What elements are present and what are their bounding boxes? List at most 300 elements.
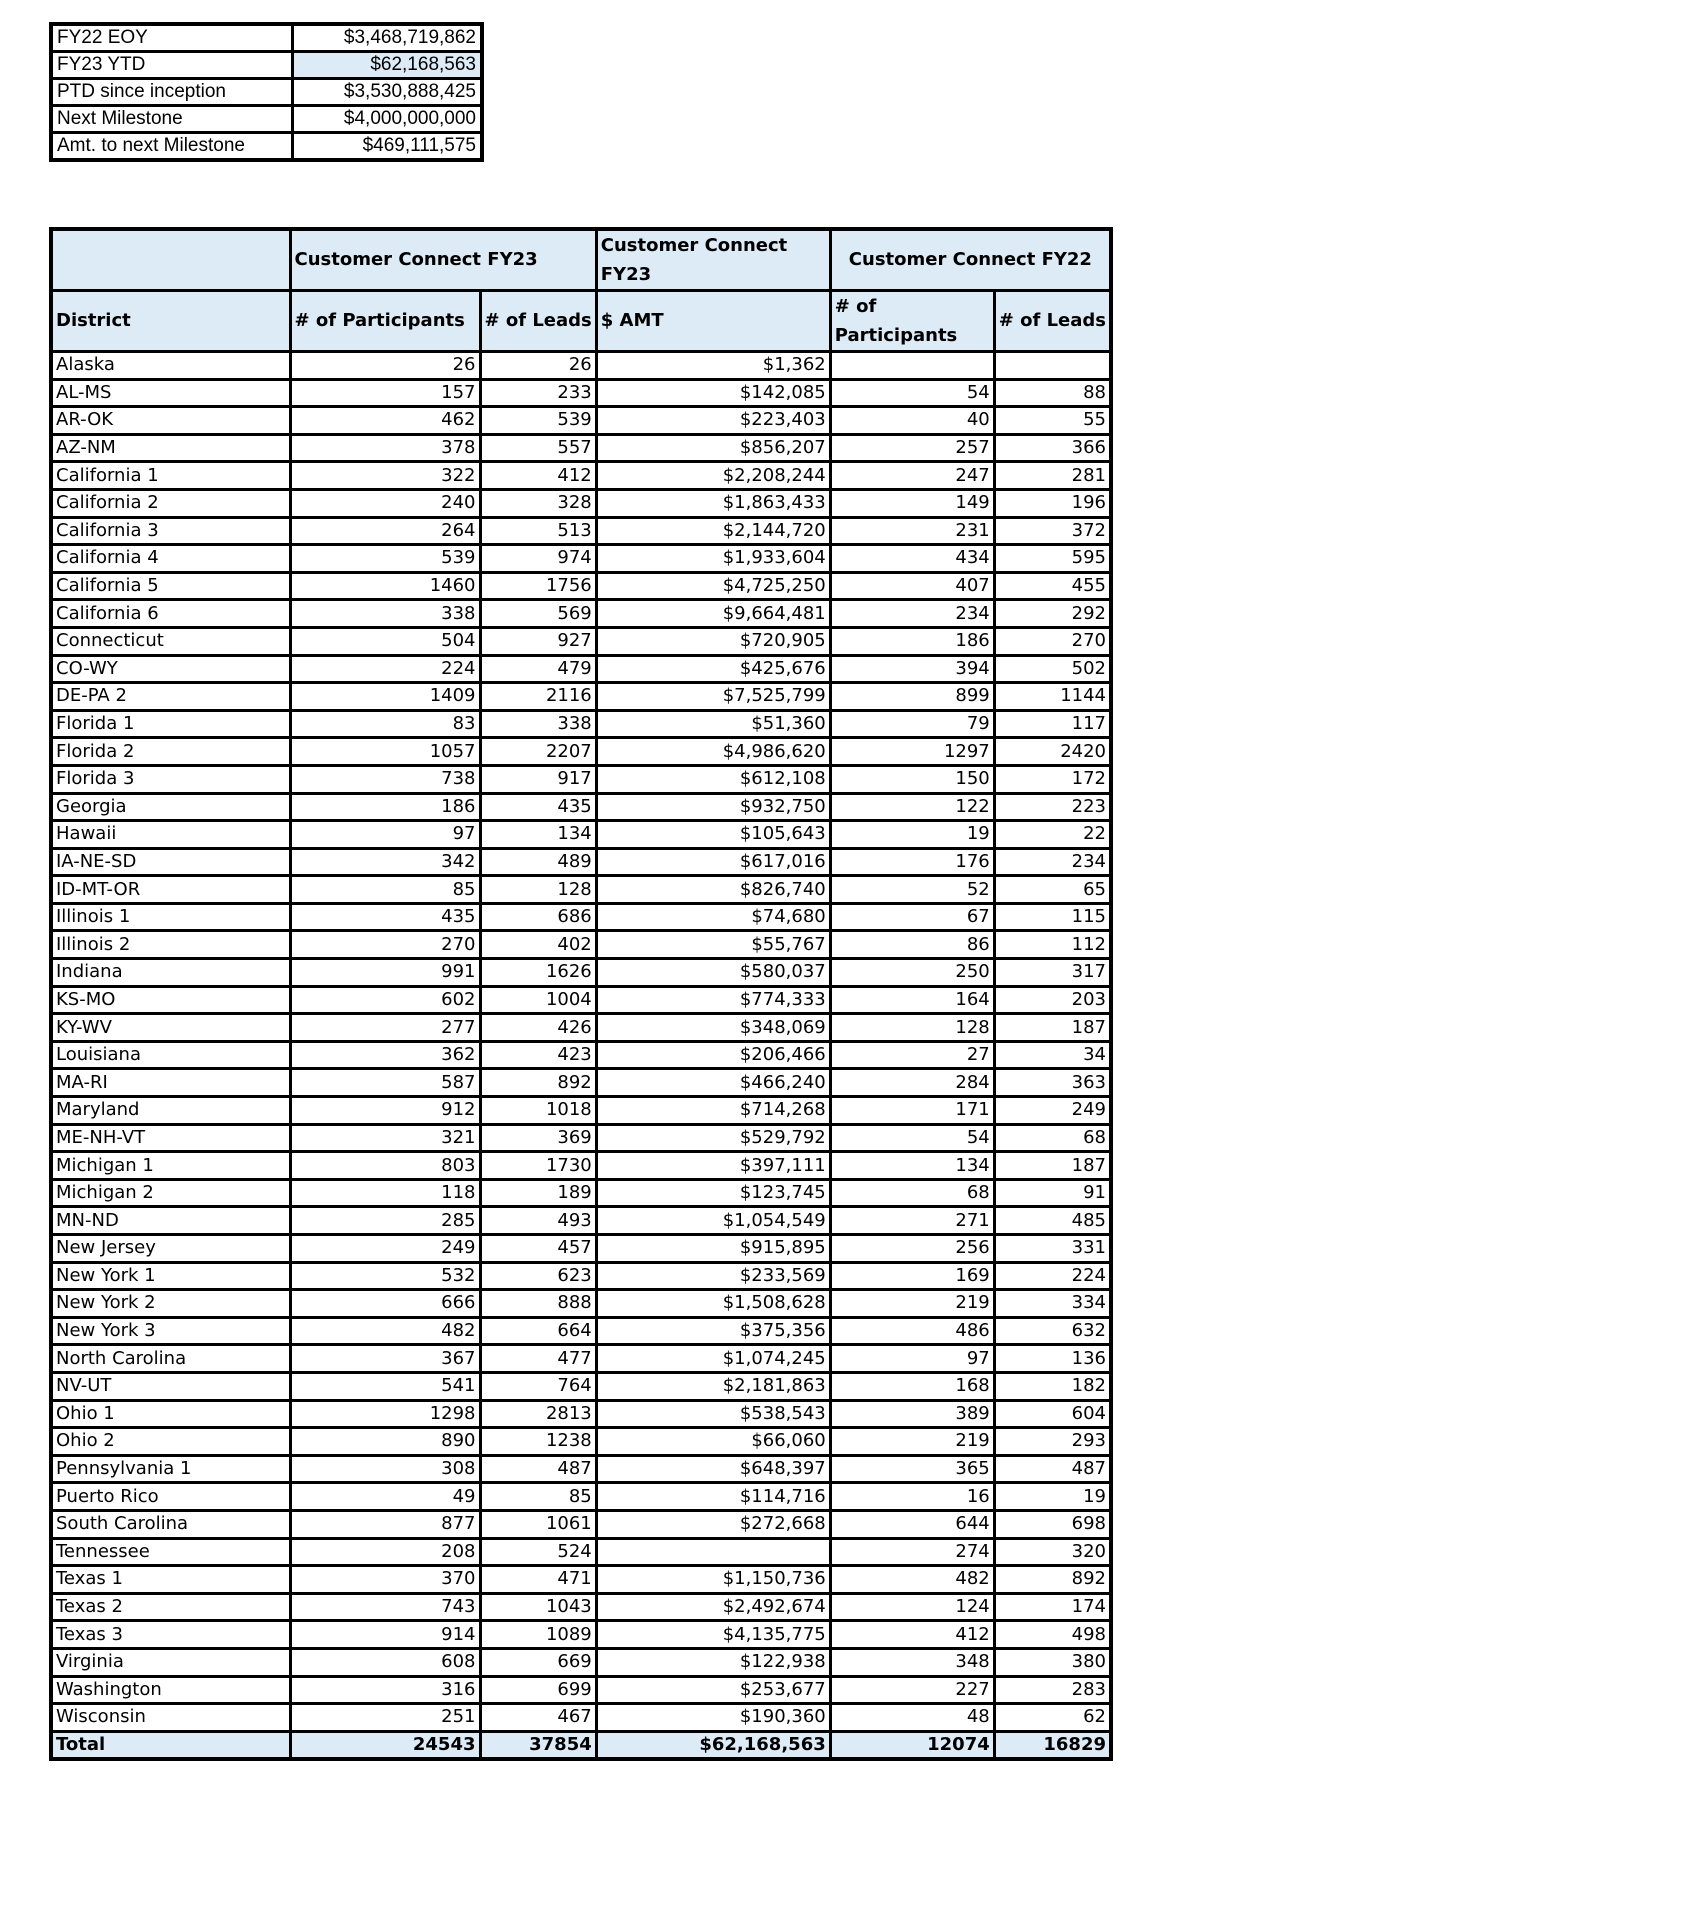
cell-fy23-participants: 270	[290, 931, 480, 959]
cell-fy22-leads: 91	[994, 1179, 1111, 1207]
cell-fy23-amt: $1,863,433	[596, 489, 830, 517]
cell-fy23-participants: 462	[290, 407, 480, 435]
cell-fy23-amt: $826,740	[596, 876, 830, 904]
table-row	[51, 1400, 1111, 1428]
cell-district: California 4	[51, 545, 290, 573]
cell-district: Maryland	[51, 1097, 290, 1125]
cell-fy22-participants: 12074	[830, 1731, 994, 1759]
summary-label: FY22 EOY	[51, 24, 293, 52]
header-cc-fy23: Customer Connect FY23	[290, 229, 596, 291]
summary-label: Amt. to next Milestone	[51, 133, 293, 161]
cell-fy23-amt: $55,767	[596, 931, 830, 959]
cell-fy22-leads: 281	[994, 462, 1111, 490]
cell-fy22-leads: 317	[994, 959, 1111, 987]
table-row	[51, 1648, 1111, 1676]
table-row	[51, 1566, 1111, 1594]
cell-fy22-leads: 502	[994, 655, 1111, 683]
cell-fy22-leads: 172	[994, 765, 1111, 793]
cell-fy23-amt: $62,168,563	[596, 1731, 830, 1759]
cell-fy23-amt: $4,986,620	[596, 738, 830, 766]
summary-value: $3,468,719,862	[293, 24, 483, 52]
cell-fy23-amt: $466,240	[596, 1069, 830, 1097]
cell-fy23-leads: 664	[480, 1317, 596, 1345]
cell-fy23-amt: $7,525,799	[596, 683, 830, 711]
table-row	[51, 572, 1111, 600]
cell-fy22-participants: 434	[830, 545, 994, 573]
cell-fy22-participants: 67	[830, 903, 994, 931]
cell-fy23-leads: 1626	[480, 959, 596, 987]
table-row	[51, 986, 1111, 1014]
cell-fy23-participants: 157	[290, 379, 480, 407]
cell-fy22-leads: 283	[994, 1676, 1111, 1704]
cell-fy23-participants: 97	[290, 821, 480, 849]
cell-fy23-participants: 249	[290, 1235, 480, 1263]
cell-district: MA-RI	[51, 1069, 290, 1097]
table-row	[51, 545, 1111, 573]
cell-fy23-participants: 26	[290, 352, 480, 380]
cell-fy22-participants: 257	[830, 434, 994, 462]
cell-fy22-participants: 234	[830, 600, 994, 628]
cell-fy23-participants: 83	[290, 710, 480, 738]
cell-fy23-amt: $123,745	[596, 1179, 830, 1207]
summary-row	[51, 52, 482, 79]
cell-fy22-participants: 128	[830, 1014, 994, 1042]
table-row	[51, 379, 1111, 407]
cell-fy22-participants: 176	[830, 848, 994, 876]
cell-fy23-leads: 513	[480, 517, 596, 545]
cell-fy22-leads: 68	[994, 1124, 1111, 1152]
cell-fy22-participants: 122	[830, 793, 994, 821]
cell-fy23-leads: 974	[480, 545, 596, 573]
cell-fy23-leads: 128	[480, 876, 596, 904]
cell-fy23-amt: $425,676	[596, 655, 830, 683]
cell-fy23-amt: $2,181,863	[596, 1372, 830, 1400]
cell-fy22-participants: 171	[830, 1097, 994, 1125]
cell-fy22-leads	[994, 352, 1111, 380]
cell-fy23-leads: 569	[480, 600, 596, 628]
cell-district: California 3	[51, 517, 290, 545]
cell-district: ME-NH-VT	[51, 1124, 290, 1152]
cell-fy23-participants: 367	[290, 1345, 480, 1373]
cell-fy22-participants: 412	[830, 1621, 994, 1649]
column-header-row	[51, 291, 1111, 352]
cell-fy23-amt: $1,054,549	[596, 1207, 830, 1235]
cell-fy23-amt: $397,111	[596, 1152, 830, 1180]
cell-fy23-participants: 738	[290, 765, 480, 793]
cell-fy23-leads: 1061	[480, 1510, 596, 1538]
cell-district: Florida 3	[51, 765, 290, 793]
cell-fy22-leads: 62	[994, 1704, 1111, 1732]
table-row	[51, 1207, 1111, 1235]
cell-fy22-leads: 292	[994, 600, 1111, 628]
cell-district: MN-ND	[51, 1207, 290, 1235]
cell-fy23-leads: 435	[480, 793, 596, 821]
cell-district: Wisconsin	[51, 1704, 290, 1732]
cell-district: CO-WY	[51, 655, 290, 683]
cell-fy23-leads: 477	[480, 1345, 596, 1373]
table-row	[51, 1179, 1111, 1207]
table-row	[51, 931, 1111, 959]
cell-fy23-amt: $253,677	[596, 1676, 830, 1704]
cell-fy23-leads: 412	[480, 462, 596, 490]
cell-fy22-participants: 169	[830, 1262, 994, 1290]
cell-fy23-amt: $114,716	[596, 1483, 830, 1511]
table-row	[51, 1372, 1111, 1400]
table-row	[51, 1290, 1111, 1318]
cell-fy22-leads: 34	[994, 1041, 1111, 1069]
cell-fy22-leads: 366	[994, 434, 1111, 462]
cell-fy22-participants: 231	[830, 517, 994, 545]
cell-fy22-participants: 1297	[830, 738, 994, 766]
cell-fy23-participants: 435	[290, 903, 480, 931]
cell-fy23-participants: 890	[290, 1428, 480, 1456]
cell-district: Virginia	[51, 1648, 290, 1676]
table-row	[51, 407, 1111, 435]
cell-fy22-leads: 136	[994, 1345, 1111, 1373]
cell-fy23-leads: 764	[480, 1372, 596, 1400]
cell-fy23-amt: $648,397	[596, 1455, 830, 1483]
cell-fy22-participants: 486	[830, 1317, 994, 1345]
cell-district: California 1	[51, 462, 290, 490]
cell-fy23-amt: $66,060	[596, 1428, 830, 1456]
cell-fy23-leads: 37854	[480, 1731, 596, 1759]
cell-district: Florida 2	[51, 738, 290, 766]
cell-fy22-leads: 234	[994, 848, 1111, 876]
table-row	[51, 1317, 1111, 1345]
cell-fy22-leads: 293	[994, 1428, 1111, 1456]
cell-fy23-amt: $1,150,736	[596, 1566, 830, 1594]
cell-fy23-leads: 2813	[480, 1400, 596, 1428]
cell-fy23-amt: $122,938	[596, 1648, 830, 1676]
cell-fy22-participants: 48	[830, 1704, 994, 1732]
cell-fy22-leads: 485	[994, 1207, 1111, 1235]
cell-fy22-leads: 270	[994, 627, 1111, 655]
cell-fy22-participants: 899	[830, 683, 994, 711]
cell-fy22-participants: 274	[830, 1538, 994, 1566]
cell-fy22-participants: 134	[830, 1152, 994, 1180]
cell-fy23-amt: $915,895	[596, 1235, 830, 1263]
cell-fy22-participants: 168	[830, 1372, 994, 1400]
table-row	[51, 1152, 1111, 1180]
cell-district: Total	[51, 1731, 290, 1759]
cell-district: Ohio 2	[51, 1428, 290, 1456]
milestone-summary-body	[51, 24, 482, 160]
cell-fy23-amt: $2,492,674	[596, 1593, 830, 1621]
cell-fy23-leads: 686	[480, 903, 596, 931]
cell-fy22-participants: 149	[830, 489, 994, 517]
cell-fy23-amt: $1,508,628	[596, 1290, 830, 1318]
cell-fy22-leads: 117	[994, 710, 1111, 738]
cell-district: KS-MO	[51, 986, 290, 1014]
cell-fy23-participants: 803	[290, 1152, 480, 1180]
cell-fy23-participants: 666	[290, 1290, 480, 1318]
cell-fy22-participants: 164	[830, 986, 994, 1014]
cell-fy22-participants: 54	[830, 379, 994, 407]
cell-fy23-leads: 471	[480, 1566, 596, 1594]
cell-fy23-amt: $223,403	[596, 407, 830, 435]
cell-fy23-leads: 457	[480, 1235, 596, 1263]
col-fy22-leads: # of Leads	[994, 291, 1111, 352]
cell-fy23-amt: $4,135,775	[596, 1621, 830, 1649]
cell-fy23-participants: 541	[290, 1372, 480, 1400]
cell-fy22-participants: 79	[830, 710, 994, 738]
cell-fy23-leads: 524	[480, 1538, 596, 1566]
cell-fy23-amt: $774,333	[596, 986, 830, 1014]
table-row	[51, 462, 1111, 490]
cell-fy23-leads: 2116	[480, 683, 596, 711]
cell-fy23-participants: 316	[290, 1676, 480, 1704]
cell-fy22-participants: 407	[830, 572, 994, 600]
cell-fy23-amt: $9,664,481	[596, 600, 830, 628]
cell-fy22-participants: 389	[830, 1400, 994, 1428]
cell-fy22-leads: 112	[994, 931, 1111, 959]
cell-fy23-participants: 608	[290, 1648, 480, 1676]
cell-fy23-amt: $4,725,250	[596, 572, 830, 600]
cell-fy23-participants: 308	[290, 1455, 480, 1483]
district-table	[49, 227, 1113, 1761]
cell-fy23-amt: $720,905	[596, 627, 830, 655]
cell-fy23-participants: 1298	[290, 1400, 480, 1428]
cell-district: AL-MS	[51, 379, 290, 407]
cell-fy22-leads: 65	[994, 876, 1111, 904]
table-row	[51, 627, 1111, 655]
table-row	[51, 1593, 1111, 1621]
cell-fy22-leads: 174	[994, 1593, 1111, 1621]
cell-fy23-leads: 623	[480, 1262, 596, 1290]
cell-district: Tennessee	[51, 1538, 290, 1566]
cell-district: North Carolina	[51, 1345, 290, 1373]
cell-fy22-leads: 55	[994, 407, 1111, 435]
table-row	[51, 1483, 1111, 1511]
cell-district: New York 1	[51, 1262, 290, 1290]
cell-fy23-participants: 504	[290, 627, 480, 655]
district-table-body	[51, 352, 1111, 1760]
cell-fy23-participants: 482	[290, 1317, 480, 1345]
col-fy22-participants: # of Participants	[830, 291, 994, 352]
cell-district: DE-PA 2	[51, 683, 290, 711]
cell-fy23-leads: 669	[480, 1648, 596, 1676]
cell-fy23-amt: $529,792	[596, 1124, 830, 1152]
cell-fy23-participants: 285	[290, 1207, 480, 1235]
cell-fy23-leads: 892	[480, 1069, 596, 1097]
cell-district: New Jersey	[51, 1235, 290, 1263]
cell-fy23-amt: $348,069	[596, 1014, 830, 1042]
cell-fy23-leads: 328	[480, 489, 596, 517]
cell-fy22-leads: 632	[994, 1317, 1111, 1345]
cell-fy22-participants: 256	[830, 1235, 994, 1263]
cell-fy23-participants: 264	[290, 517, 480, 545]
cell-fy22-participants: 227	[830, 1676, 994, 1704]
cell-fy23-participants: 24543	[290, 1731, 480, 1759]
cell-district: KY-WV	[51, 1014, 290, 1042]
table-row	[51, 1345, 1111, 1373]
cell-fy22-leads: 498	[994, 1621, 1111, 1649]
cell-district: Illinois 2	[51, 931, 290, 959]
cell-fy23-participants: 224	[290, 655, 480, 683]
cell-district: South Carolina	[51, 1510, 290, 1538]
table-row	[51, 1621, 1111, 1649]
table-row	[51, 489, 1111, 517]
cell-fy23-amt: $538,543	[596, 1400, 830, 1428]
summary-value: $62,168,563	[293, 52, 483, 79]
cell-fy23-participants: 912	[290, 1097, 480, 1125]
cell-fy22-participants: 250	[830, 959, 994, 987]
cell-fy23-participants: 370	[290, 1566, 480, 1594]
cell-fy23-amt: $2,208,244	[596, 462, 830, 490]
cell-fy23-participants: 539	[290, 545, 480, 573]
cell-fy23-amt: $142,085	[596, 379, 830, 407]
cell-fy22-participants: 348	[830, 1648, 994, 1676]
cell-fy22-leads: 595	[994, 545, 1111, 573]
cell-district: Louisiana	[51, 1041, 290, 1069]
cell-fy22-participants: 644	[830, 1510, 994, 1538]
cell-fy22-leads: 331	[994, 1235, 1111, 1263]
cell-fy22-participants: 86	[830, 931, 994, 959]
cell-fy22-leads: 203	[994, 986, 1111, 1014]
cell-fy22-leads: 182	[994, 1372, 1111, 1400]
cell-fy22-participants: 482	[830, 1566, 994, 1594]
summary-label: FY23 YTD	[51, 52, 293, 79]
cell-fy22-leads: 88	[994, 379, 1111, 407]
cell-fy23-leads: 1756	[480, 572, 596, 600]
cell-fy23-leads: 369	[480, 1124, 596, 1152]
cell-district: Indiana	[51, 959, 290, 987]
cell-fy23-amt: $580,037	[596, 959, 830, 987]
cell-district: Texas 1	[51, 1566, 290, 1594]
cell-fy22-participants: 40	[830, 407, 994, 435]
cell-fy23-leads: 1089	[480, 1621, 596, 1649]
cell-fy22-participants: 365	[830, 1455, 994, 1483]
milestone-summary-table	[49, 22, 484, 162]
cell-fy23-amt: $375,356	[596, 1317, 830, 1345]
cell-fy22-participants: 52	[830, 876, 994, 904]
cell-fy23-leads: 85	[480, 1483, 596, 1511]
table-row	[51, 903, 1111, 931]
cell-district: Pennsylvania 1	[51, 1455, 290, 1483]
cell-district: Texas 2	[51, 1593, 290, 1621]
cell-fy23-amt: $1,074,245	[596, 1345, 830, 1373]
cell-fy22-leads: 223	[994, 793, 1111, 821]
cell-fy23-participants: 602	[290, 986, 480, 1014]
cell-fy23-leads: 493	[480, 1207, 596, 1235]
table-row	[51, 1235, 1111, 1263]
cell-district: California 6	[51, 600, 290, 628]
cell-fy23-leads: 1730	[480, 1152, 596, 1180]
cell-fy22-leads: 187	[994, 1014, 1111, 1042]
cell-fy23-amt: $932,750	[596, 793, 830, 821]
table-row	[51, 1510, 1111, 1538]
cell-fy23-participants: 587	[290, 1069, 480, 1097]
cell-fy23-amt: $233,569	[596, 1262, 830, 1290]
cell-fy23-participants: 321	[290, 1124, 480, 1152]
cell-fy22-leads: 22	[994, 821, 1111, 849]
cell-fy22-participants: 68	[830, 1179, 994, 1207]
cell-fy22-leads: 249	[994, 1097, 1111, 1125]
cell-fy22-leads: 115	[994, 903, 1111, 931]
cell-district: AZ-NM	[51, 434, 290, 462]
cell-fy23-leads: 489	[480, 848, 596, 876]
header-blank	[51, 229, 290, 291]
cell-district: Hawaii	[51, 821, 290, 849]
table-row	[51, 1704, 1111, 1732]
group-header-row	[51, 229, 1111, 291]
cell-fy22-participants: 150	[830, 765, 994, 793]
cell-district: Washington	[51, 1676, 290, 1704]
table-row	[51, 738, 1111, 766]
cell-fy22-leads: 320	[994, 1538, 1111, 1566]
cell-fy23-amt: $1,933,604	[596, 545, 830, 573]
cell-fy23-participants: 532	[290, 1262, 480, 1290]
cell-fy23-amt: $51,360	[596, 710, 830, 738]
cell-fy22-participants: 186	[830, 627, 994, 655]
cell-fy22-leads: 380	[994, 1648, 1111, 1676]
cell-district: New York 2	[51, 1290, 290, 1318]
cell-fy23-leads: 888	[480, 1290, 596, 1318]
cell-fy23-amt: $2,144,720	[596, 517, 830, 545]
cell-fy22-participants: 219	[830, 1428, 994, 1456]
col-district: District	[51, 291, 290, 352]
cell-fy23-leads: 1043	[480, 1593, 596, 1621]
cell-district: Texas 3	[51, 1621, 290, 1649]
cell-district: Illinois 1	[51, 903, 290, 931]
cell-fy22-participants: 124	[830, 1593, 994, 1621]
cell-fy23-participants: 378	[290, 434, 480, 462]
cell-fy23-participants: 85	[290, 876, 480, 904]
cell-fy22-participants: 27	[830, 1041, 994, 1069]
cell-fy23-participants: 277	[290, 1014, 480, 1042]
cell-fy23-amt: $617,016	[596, 848, 830, 876]
cell-fy23-leads: 699	[480, 1676, 596, 1704]
table-row	[51, 959, 1111, 987]
cell-fy23-participants: 1460	[290, 572, 480, 600]
table-row	[51, 352, 1111, 380]
cell-fy23-participants: 338	[290, 600, 480, 628]
cell-fy22-leads: 698	[994, 1510, 1111, 1538]
cell-fy23-leads: 479	[480, 655, 596, 683]
table-row	[51, 793, 1111, 821]
cell-fy22-participants: 271	[830, 1207, 994, 1235]
cell-fy22-participants: 16	[830, 1483, 994, 1511]
cell-fy23-amt: $190,360	[596, 1704, 830, 1732]
cell-district: Florida 1	[51, 710, 290, 738]
table-row	[51, 1428, 1111, 1456]
table-row	[51, 1455, 1111, 1483]
cell-fy22-leads: 334	[994, 1290, 1111, 1318]
cell-fy22-leads: 363	[994, 1069, 1111, 1097]
cell-district: Michigan 2	[51, 1179, 290, 1207]
cell-fy23-leads: 338	[480, 710, 596, 738]
cell-fy22-leads: 16829	[994, 1731, 1111, 1759]
table-row	[51, 848, 1111, 876]
cell-fy22-participants: 19	[830, 821, 994, 849]
summary-row	[51, 133, 482, 161]
cell-fy23-participants: 186	[290, 793, 480, 821]
cell-district: California 2	[51, 489, 290, 517]
cell-fy23-leads: 927	[480, 627, 596, 655]
cell-fy22-leads: 372	[994, 517, 1111, 545]
cell-fy23-participants: 914	[290, 1621, 480, 1649]
cell-fy22-leads: 19	[994, 1483, 1111, 1511]
cell-fy22-leads: 196	[994, 489, 1111, 517]
cell-fy23-leads: 917	[480, 765, 596, 793]
cell-fy23-participants: 877	[290, 1510, 480, 1538]
col-fy23-amt: $ AMT	[596, 291, 830, 352]
cell-district: Georgia	[51, 793, 290, 821]
cell-fy23-amt: $1,362	[596, 352, 830, 380]
cell-district: Alaska	[51, 352, 290, 380]
table-row	[51, 1124, 1111, 1152]
summary-label: Next Milestone	[51, 106, 293, 133]
